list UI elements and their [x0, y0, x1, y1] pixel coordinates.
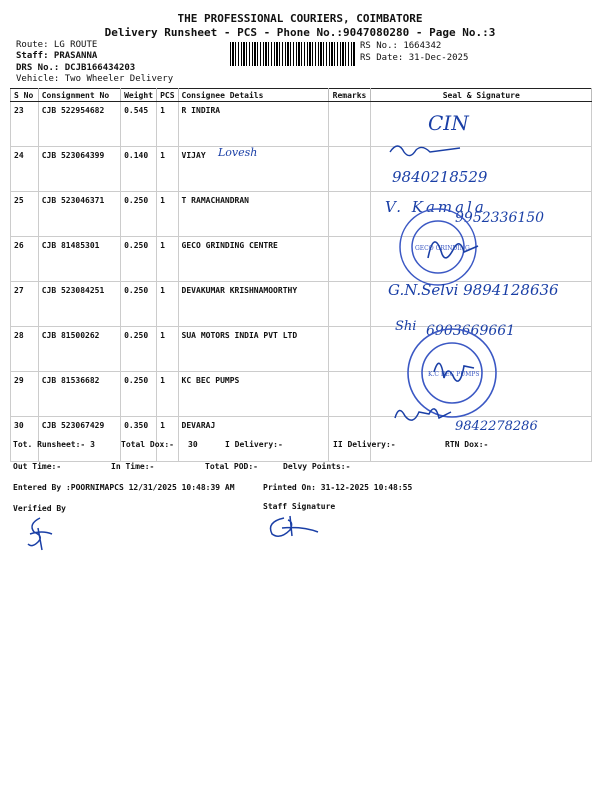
total-pod: Total POD:- [205, 462, 258, 471]
cell-weight: 0.250 [121, 282, 157, 327]
col-consignee: Consignee Details [178, 89, 328, 102]
handwriting-r26-name: V. Kamala [385, 198, 487, 216]
col-pcs: PCS [157, 89, 178, 102]
i-delivery: I Delivery:- [225, 440, 283, 449]
cell-pcs: 1 [157, 327, 178, 372]
company-title: THE PROFESSIONAL COURIERS, COIMBATORE [177, 12, 423, 25]
handwriting-r30: 9842278286 [455, 419, 538, 434]
cell-pcs: 1 [157, 192, 178, 237]
cell-sno: 25 [11, 192, 39, 237]
cell-weight: 0.250 [121, 327, 157, 372]
cell-consignee: KC BEC PUMPS [178, 372, 328, 417]
handwriting-r28-a: Shi [395, 319, 417, 334]
signature-r30 [395, 409, 451, 420]
cell-weight: 0.350 [121, 417, 157, 462]
handwriting-r24-name: Lovesh [218, 146, 258, 159]
cell-pcs: 1 [157, 282, 178, 327]
col-seal-signature: Seal & Signature [371, 89, 592, 102]
col-consignment: Consignment No [38, 89, 120, 102]
ii-delivery: II Delivery:- [333, 440, 396, 449]
handwriting-r26-phone: 9952336150 [455, 210, 545, 226]
cell-sno: 28 [11, 327, 39, 372]
total-dox-value: 30 [188, 440, 198, 449]
cell-consignee: DEVAKUMAR KRISHNAMOORTHY [178, 282, 328, 327]
rtn-dox: RTN Dox:- [445, 440, 489, 449]
cell-pcs: 1 [157, 237, 178, 282]
route-label: Route: LG ROUTE [16, 40, 98, 50]
cell-weight: 0.250 [121, 372, 157, 417]
cell-sno: 29 [11, 372, 39, 417]
cell-sno: 30 [11, 417, 39, 462]
staff-label: Staff: PRASANNA [16, 51, 98, 61]
cell-consignment: CJB 81536682 [38, 372, 120, 417]
delivery-points: Delvy Points:- [283, 462, 351, 471]
stamp-kc-text: K.C BEC PUMPS [428, 371, 480, 378]
cell-pcs: 1 [157, 102, 178, 147]
rs-number: RS No.: 1664342 [360, 41, 442, 51]
handwriting-r28-b: 6903669661 [426, 323, 516, 339]
cell-consignee: SUA MOTORS INDIA PVT LTD [178, 327, 328, 372]
handwriting-r25: 9840218529 [392, 168, 488, 186]
col-remarks: Remarks [328, 89, 371, 102]
cell-sno: 23 [11, 102, 39, 147]
cell-weight: 0.140 [121, 147, 157, 192]
total-dox-label: Total Dox:- [121, 440, 174, 449]
cell-sno: 26 [11, 237, 39, 282]
verified-by-label: Verified By [13, 504, 66, 513]
signature-r24 [390, 146, 460, 156]
cell-consignment: CJB 523064399 [38, 147, 120, 192]
cell-weight: 0.250 [121, 192, 157, 237]
cell-consignment: CJB 523084251 [38, 282, 120, 327]
cell-consignment: CJB 81500262 [38, 327, 120, 372]
cell-consignee: T RAMACHANDRAN [178, 192, 328, 237]
cell-consignee: R INDIRA [178, 102, 328, 147]
entered-by: Entered By :POORNIMAPCS 12/31/2025 10:48:39 AM [13, 483, 235, 492]
col-sno: S No [11, 89, 39, 102]
cell-weight: 0.250 [121, 237, 157, 282]
handwriting-r23: CIN [428, 111, 469, 135]
vehicle-label: Vehicle: Two Wheeler Delivery [16, 74, 174, 84]
verified-signature [20, 514, 60, 554]
cell-consignment: CJB 523067429 [38, 417, 120, 462]
in-time: In Time:- [111, 462, 155, 471]
handwriting-r27: G.N.Selvi 9894128636 [388, 281, 559, 299]
cell-consignment: CJB 523046371 [38, 192, 120, 237]
cell-consignee: VIJAY [178, 147, 328, 192]
printed-on: Printed On: 31-12-2025 10:48:55 [263, 483, 413, 492]
cell-sno: 24 [11, 147, 39, 192]
staff-signature [264, 512, 324, 542]
stamp-geco-text: GECO GRINDING [415, 245, 470, 252]
drs-number: DRS No.: DCJB166434203 [16, 63, 136, 73]
cell-sno: 27 [11, 282, 39, 327]
runsheet-subtitle: Delivery Runsheet - PCS - Phone No.:9047080280 - Page No.:3 [104, 26, 496, 39]
cell-consignment: CJB 522954682 [38, 102, 120, 147]
cell-consignee: GECO GRINDING CENTRE [178, 237, 328, 282]
cell-pcs: 1 [157, 372, 178, 417]
total-runsheet: Tot. Runsheet:- 3 [13, 440, 95, 449]
cell-consignment: CJB 81485301 [38, 237, 120, 282]
rs-date: RS Date: 31-Dec-2025 [360, 53, 469, 63]
staff-signature-label: Staff Signature [263, 502, 336, 511]
col-weight: Weight [121, 89, 157, 102]
cell-weight: 0.545 [121, 102, 157, 147]
out-time: Out Time:- [13, 462, 62, 471]
cell-pcs: 1 [157, 147, 178, 192]
cell-consignee: DEVARAJ [178, 417, 328, 462]
cell-pcs: 1 [157, 417, 178, 462]
